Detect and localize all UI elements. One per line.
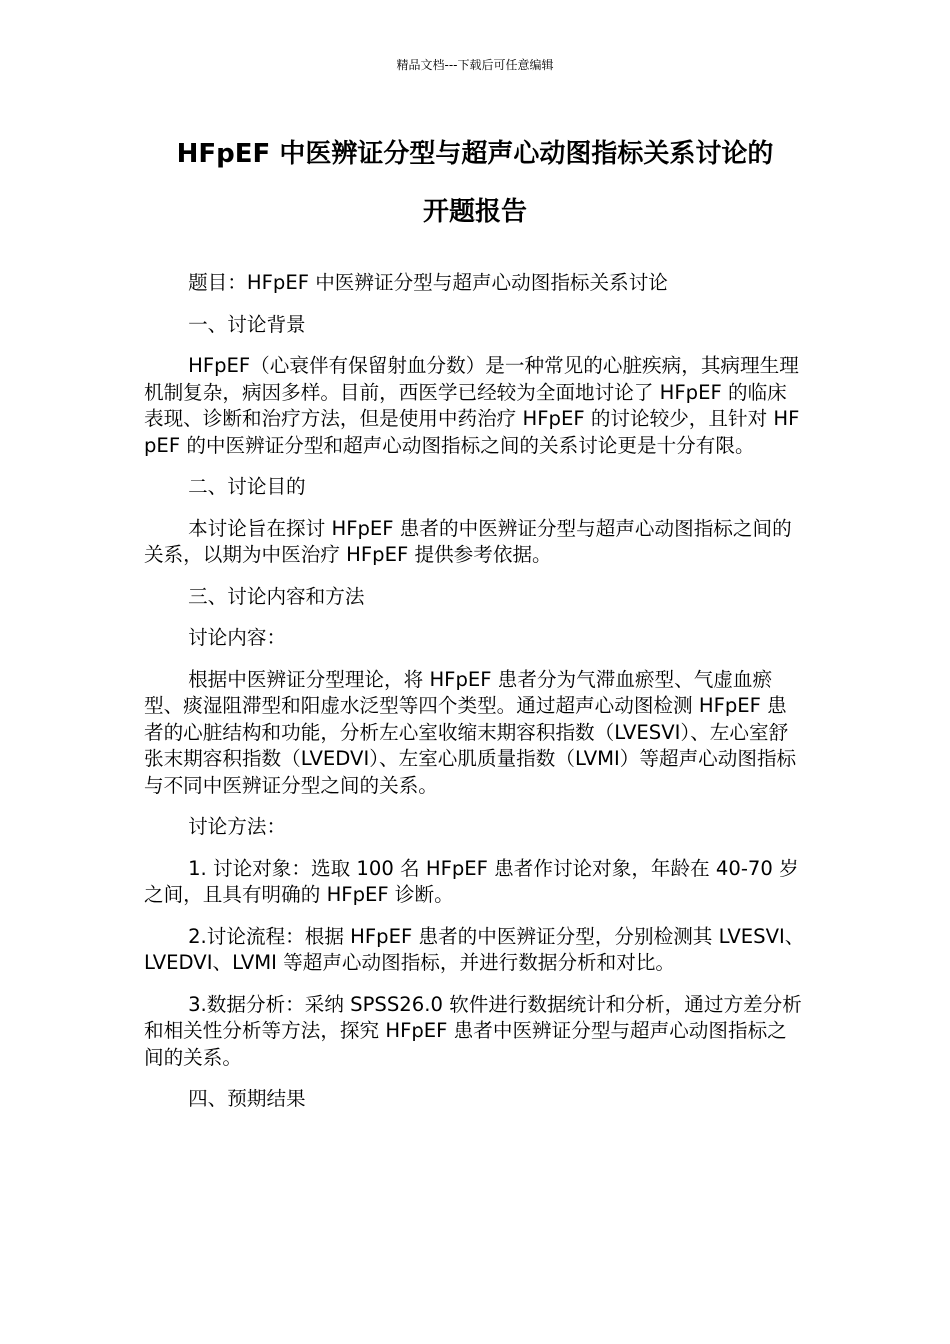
section-heading-purpose: 二、讨论目的 xyxy=(188,475,306,498)
topic-line: 题目：HFpEF 中医辨证分型与超声心动图指标关系讨论 xyxy=(188,271,668,294)
header-note: 精品文档---下载后可任意编辑 xyxy=(396,58,554,72)
document-title-line-2: 开题报告 xyxy=(422,197,527,227)
section-heading-expected-results: 四、预期结果 xyxy=(188,1087,306,1110)
method-item-1: 1. 讨论对象：选取 100 名 HFpEF 患者作讨论对象，年龄在 40-70 岁之间，且具有明确的 HFpEF 诊断。 xyxy=(144,856,799,906)
document-title-line-1: HFpEF 中医辨证分型与超声心动图指标关系讨论的 xyxy=(176,139,774,169)
subheading-methods: 讨论方法： xyxy=(188,815,287,838)
method-item-3: 3.数据分析：采纳 SPSS26.0 软件进行数据统计和分析，通过方差分析和相关性分析等方法，探究 HFpEF 患者中医辨证分型与超声心动图指标之间的关系。 xyxy=(144,992,802,1069)
background-paragraph: HFpEF（心衰伴有保留射血分数）是一种常见的心脏疾病，其病理生理机制复杂，病因多样。目前，西医学已经较为全面地讨论了 HFpEF 的临床表现、诊断和治疗方法，但是使用中药治疗 HFpEF 的讨论较少，且针对 HFpEF 的中医辨证分型和超声心动图指标之间的关系讨论更是十分有限。 xyxy=(144,354,800,457)
section-heading-background: 一、讨论背景 xyxy=(188,312,306,336)
document-body xyxy=(144,270,806,1128)
purpose-paragraph: 本讨论旨在探讨 HFpEF 患者的中医辨证分型与超声心动图指标之间的关系，以期为中医治疗 HFpEF 提供参考依据。 xyxy=(144,516,792,566)
method-item-2: 2.讨论流程：根据 HFpEF 患者的中医辨证分型，分别检测其 LVESVI、LVEDVI、LVMI 等超声心动图指标，并进行数据分析和对比。 xyxy=(144,924,805,974)
subheading-content: 讨论内容： xyxy=(188,626,287,649)
content-paragraph: 根据中医辨证分型理论，将 HFpEF 患者分为气滞血瘀型、气虚血瘀型、痰湿阻滞型和阳虚水泛型等四个类型。通过超声心动图检测 HFpEF 患者的心脏结构和功能，分析左心室收缩末期容积指数（LVESVI）、左心室舒张末期容积指数（LVEDVI）、左室心肌质量指数（LVMI）等超声心动图指标与不同中医辨证分型之间的关系。 xyxy=(144,667,797,797)
section-heading-content-methods: 三、讨论内容和方法 xyxy=(188,584,365,608)
